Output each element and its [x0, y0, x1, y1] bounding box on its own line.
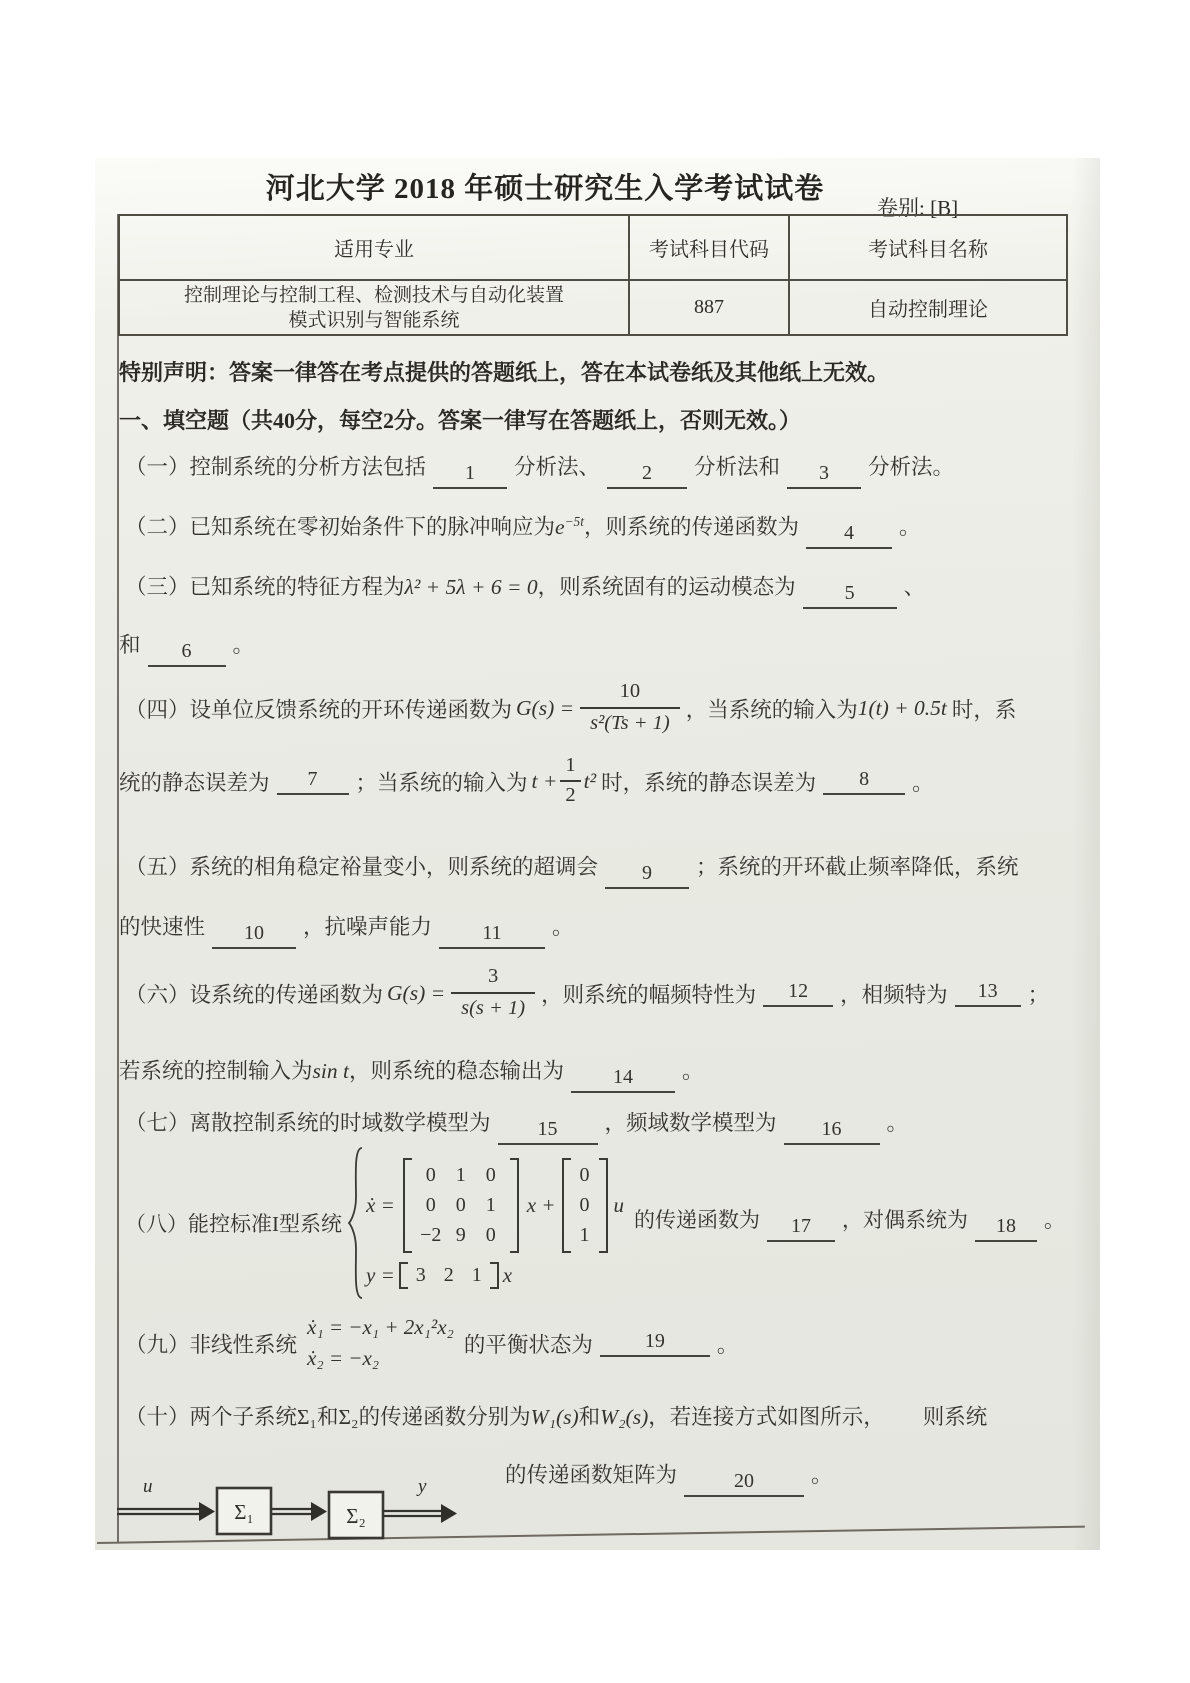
question-5-line-2	[119, 910, 574, 949]
q3-blank-5: 5	[803, 582, 897, 609]
matrix-cell: 1	[455, 1163, 466, 1186]
q8-u: u	[613, 1192, 624, 1217]
q8-label: （八）能控标准I型系统	[125, 1212, 342, 1236]
vector-left-bracket	[562, 1158, 571, 1253]
q3-text: （三）已知系统的特征方程为	[125, 575, 405, 599]
matrix-cell: −2	[420, 1223, 442, 1246]
info-table-data-row	[120, 281, 1066, 334]
q8-state-equations	[366, 1158, 624, 1289]
q7-text: （七）离散控制系统的时域数学模型为	[125, 1111, 491, 1135]
q10-text: （十）两个子系统	[125, 1405, 298, 1429]
question-4-line-2	[119, 750, 934, 812]
q6-sin-input: sin t	[312, 1059, 349, 1083]
q3-equation: λ² + 5λ + 6 = 0	[404, 575, 538, 599]
q5-blank-11: 11	[439, 922, 545, 949]
q8-text: 的传递函数为	[634, 1208, 760, 1232]
q4-fraction-denominator: s²(Ts + 1)	[580, 707, 680, 737]
matrix-cells	[412, 1158, 510, 1253]
q4-text: 时，系	[951, 697, 1017, 722]
q9-blank-19: 19	[600, 1330, 710, 1357]
q10-text: 和	[578, 1405, 601, 1429]
q8-b-vector	[562, 1158, 608, 1253]
matrix-cell: 9	[455, 1223, 466, 1246]
q4-text: 统的静态误差为	[119, 770, 270, 795]
q4-blank-8: 8	[823, 768, 905, 795]
q4-fraction-numerator: 10	[619, 680, 641, 703]
q6-blank-13: 13	[955, 980, 1021, 1007]
q8-output-row	[366, 1262, 512, 1289]
q4-transfer-function-lhs: G(s) =	[516, 695, 575, 720]
flow-diagram	[113, 1476, 493, 1546]
q7-text: 。	[886, 1111, 909, 1135]
q9-text: 。	[716, 1332, 739, 1357]
q5-text: ，抗噪声能力	[303, 915, 433, 939]
q7-blank-16: 16	[784, 1118, 880, 1145]
q6-text: 。	[681, 1059, 704, 1083]
question-1	[125, 450, 954, 489]
q8-blank-17: 17	[767, 1215, 835, 1242]
q7-text: ，频域数学模型为	[604, 1111, 777, 1135]
arrowhead	[199, 1502, 215, 1521]
q8-xplus: x +	[526, 1192, 556, 1217]
rowvec-right-bracket	[490, 1262, 499, 1289]
q4-fraction	[580, 679, 680, 736]
q6-text: ，则系统的幅频特性为	[541, 982, 757, 1007]
matrix-cell: 0	[485, 1163, 496, 1186]
q4-input-signal: 1(t) + 0.5t	[857, 695, 947, 720]
rowvec-cell: 1	[471, 1263, 482, 1286]
vector-cells	[571, 1158, 599, 1253]
system-brace	[346, 1145, 364, 1301]
page-title: 河北大学 2018 年硕士研究生入学考试试卷	[265, 173, 825, 205]
q1-blank-1: 1	[433, 462, 507, 489]
q10-text: 和	[317, 1405, 339, 1429]
exam-paper-scan	[95, 158, 1100, 1550]
q4-half-numerator: 1	[565, 754, 576, 777]
q6-text: ，相频特为	[840, 982, 948, 1007]
q9-equation-1: ẋ₁ = −x₁ + 2x₁²x₂	[307, 1315, 454, 1339]
major-line-1: 控制理论与控制工程、检测技术与自动化装置	[183, 284, 564, 306]
question-3-line-2	[119, 628, 254, 667]
rowvec-left-bracket	[399, 1262, 408, 1289]
q6-text: （六）设系统的传递函数为	[125, 982, 384, 1007]
q4-text: （四）设单位反馈系统的开环传递函数为	[125, 697, 513, 722]
q9-text: 的平衡状态为	[463, 1332, 593, 1357]
special-notice: 特别声明：答案一律答在考点提供的答题纸上，答在本试卷纸及其他纸上无效。	[119, 360, 890, 385]
q9-equations	[307, 1315, 454, 1371]
q8-yeq: y =	[366, 1262, 395, 1287]
q2-text: ，则系统的传递函数为	[583, 515, 799, 539]
question-10-line-1	[125, 1400, 987, 1431]
vector-cell: 0	[579, 1163, 590, 1186]
q10-sigma1: Σ₁	[297, 1405, 318, 1429]
q4-input2-tsq: t²	[583, 768, 597, 793]
q1-text: （一）控制系统的分析方法包括	[125, 455, 427, 479]
q8-text: ，对偶系统为	[842, 1208, 968, 1232]
question-8	[125, 1143, 1065, 1303]
q5-text: （五）系统的相角稳定裕量变小，则系统的超调会	[125, 855, 599, 879]
q3-text: ，则系统固有的运动模态为	[537, 575, 796, 599]
vector-cell: 1	[579, 1223, 590, 1246]
q3-text: 。	[232, 633, 255, 657]
q6-blank-12: 12	[763, 980, 833, 1007]
q10-w1: W₁(s)	[530, 1405, 579, 1429]
q5-text: ；系统的开环截止频率降低，系统	[696, 855, 1019, 879]
matrix-cell: 0	[425, 1193, 436, 1216]
q9-equation-2: ẋ₂ = −x₂	[307, 1346, 380, 1370]
q4-half-fraction	[560, 753, 580, 808]
q10-sigma2: Σ₂	[338, 1405, 359, 1429]
section-1-heading: 一、填空题（共40分，每空2分。答案一律写在答题纸上，否则无效。）	[119, 408, 802, 433]
cell-applicable-major	[120, 281, 628, 334]
q2-math-base: e	[555, 515, 565, 539]
sigma1-label: Σ₁	[234, 1500, 254, 1524]
q6-text: ；	[1027, 982, 1050, 1007]
q8-yx: x	[502, 1262, 513, 1287]
q3-text: 和	[119, 633, 141, 657]
q2-text: （二）已知系统在零初始条件下的脉冲响应为	[125, 515, 556, 539]
q8-trailing-text	[634, 1204, 1065, 1242]
q4-blank-7: 7	[277, 768, 349, 795]
question-2	[125, 510, 920, 549]
q2-text: 。	[898, 515, 921, 539]
sigma2-label: Σ₂	[346, 1504, 366, 1528]
matrix-left-bracket	[403, 1158, 412, 1253]
cell-subject-code: 887	[628, 281, 790, 334]
q10-blank-20: 20	[684, 1470, 804, 1497]
q5-blank-9: 9	[605, 862, 689, 889]
info-table-header-row	[120, 216, 1066, 281]
q7-blank-15: 15	[498, 1118, 598, 1145]
matrix-right-bracket	[510, 1158, 519, 1253]
q5-text: 的快速性	[119, 915, 206, 939]
question-9	[125, 1303, 738, 1383]
rowvec-cell: 3	[415, 1263, 426, 1286]
header-applicable-major: 适用专业	[334, 239, 414, 261]
q4-text: 。	[912, 770, 934, 795]
q4-text: ，当系统的输入为	[685, 697, 858, 722]
major-line-2: 模式识别与智能系统	[288, 309, 460, 331]
q8-state-row	[366, 1158, 624, 1253]
q6-fraction-numerator: 3	[487, 965, 499, 988]
q8-c-vector	[399, 1262, 499, 1289]
q6-fraction	[451, 964, 535, 1021]
q3-text: 、	[903, 575, 926, 599]
q4-text: 时，系统的静态误差为	[601, 770, 817, 795]
q10-text: ，若连接方式如图所示，	[648, 1405, 885, 1429]
q1-blank-2: 2	[607, 462, 687, 489]
arrowhead	[441, 1504, 457, 1523]
matrix-cell: 0	[485, 1223, 496, 1246]
diagram-output-label: y	[418, 1476, 427, 1497]
arrowhead	[311, 1502, 327, 1521]
matrix-cell: 1	[485, 1193, 496, 1216]
question-4-line-1	[125, 673, 1016, 743]
rowvec-cells	[408, 1262, 490, 1289]
matrix-cell: 0	[425, 1163, 436, 1186]
question-10-line-2	[505, 1458, 833, 1497]
q8-xdot: ẋ =	[366, 1192, 395, 1217]
q6-text: ，则系统的稳态输出为	[348, 1059, 564, 1083]
q3-blank-6: 6	[148, 640, 226, 667]
q10-text: 的传递函数矩阵为	[505, 1463, 678, 1487]
q2-math-exponent: −5t	[564, 513, 584, 529]
q8-a-matrix	[403, 1158, 519, 1253]
q10-tail-text: 则系统	[922, 1405, 988, 1429]
q9-label: （九）非线性系统	[125, 1332, 298, 1357]
cell-subject-name: 自动控制理论	[868, 299, 988, 321]
q4-half-denominator: 2	[560, 780, 580, 809]
header-subject-name: 考试科目名称	[868, 239, 988, 261]
q8-blank-18: 18	[975, 1215, 1037, 1242]
q10-text: 。	[811, 1463, 833, 1487]
q5-text: 。	[552, 915, 574, 939]
q4-input2-t: t +	[531, 768, 558, 793]
question-5-line-1	[125, 850, 1019, 889]
q6-fraction-denominator: s(s + 1)	[451, 992, 535, 1022]
q5-blank-10: 10	[212, 922, 296, 949]
question-7	[125, 1106, 908, 1145]
q6-text: 若系统的控制输入为	[119, 1059, 313, 1083]
vector-cell: 0	[579, 1193, 590, 1216]
rowvec-cell: 2	[443, 1263, 454, 1286]
q4-text: ；当系统的输入为	[355, 770, 528, 795]
q1-blank-3: 3	[787, 462, 861, 489]
vector-right-bracket	[599, 1158, 608, 1253]
q8-text: 。	[1044, 1208, 1065, 1232]
question-6-line-1	[125, 958, 1049, 1028]
q2-blank-4: 4	[806, 522, 892, 549]
q6-transfer-function-lhs: G(s) =	[387, 980, 446, 1005]
volume-label: 卷别: [B]	[877, 196, 959, 220]
info-table	[118, 214, 1068, 336]
diagram-input-label: u	[143, 1476, 153, 1497]
header-subject-code: 考试科目代码	[628, 216, 790, 279]
question-6-line-2	[119, 1054, 704, 1093]
q10-text: 的传递函数分别为	[358, 1405, 531, 1429]
q1-text: 分析法、	[514, 455, 601, 479]
q1-text: 分析法和	[694, 455, 781, 479]
q1-text: 分析法。	[868, 455, 955, 479]
q10-w2: W₂(s)	[600, 1405, 649, 1429]
matrix-cell: 0	[455, 1193, 466, 1216]
q6-blank-14: 14	[571, 1066, 675, 1093]
question-3-line-1	[125, 570, 925, 609]
